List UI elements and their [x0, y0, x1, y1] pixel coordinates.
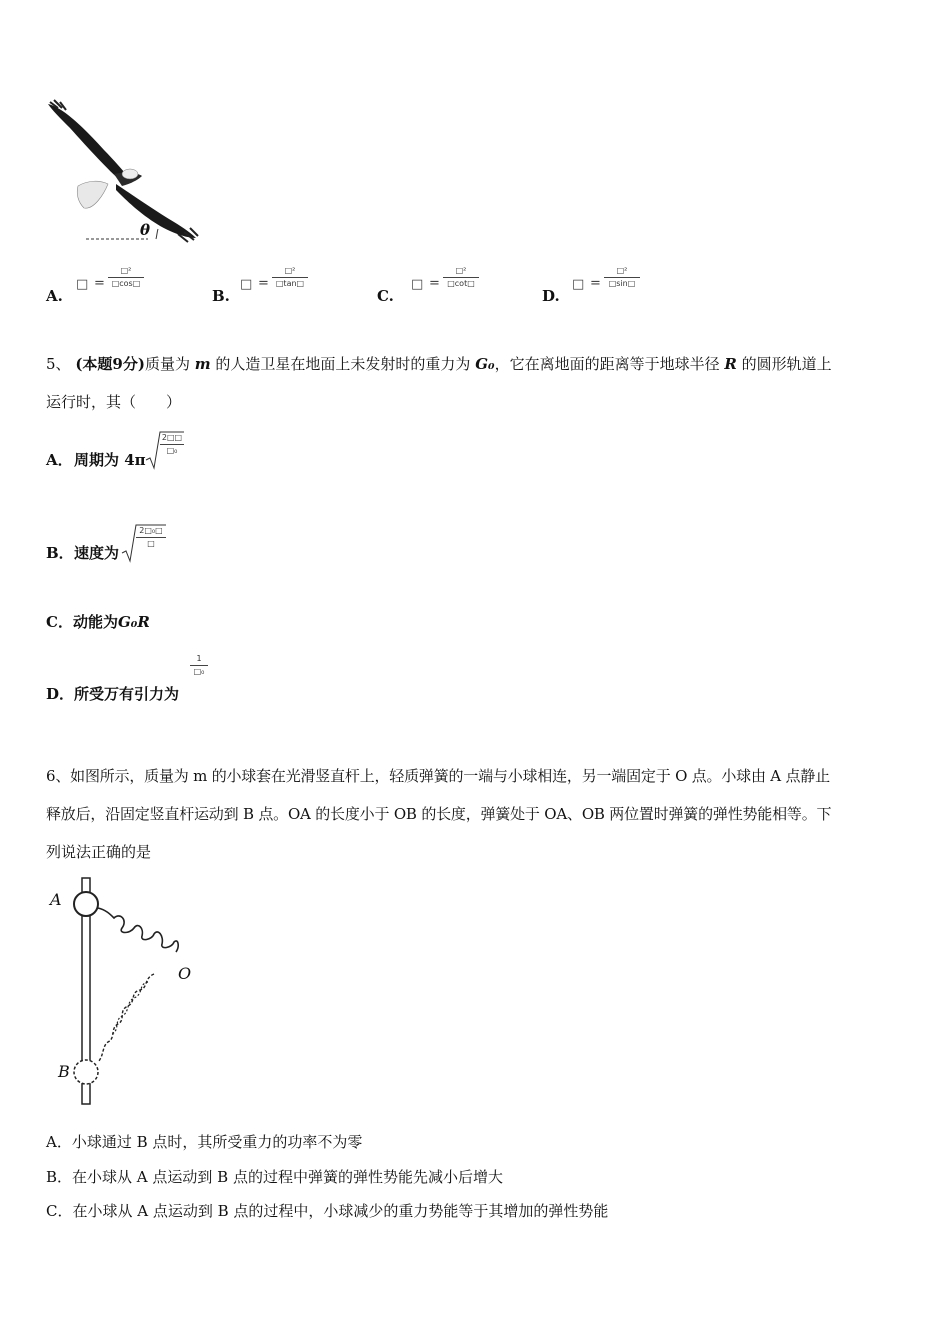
option-label: C. — [377, 287, 394, 305]
option-label: A. — [46, 287, 63, 305]
option-label: D． — [46, 685, 75, 703]
fraction-bar — [108, 277, 144, 278]
option-label: B. — [212, 287, 230, 305]
q5-option-b[interactable] — [46, 521, 206, 565]
fraction-bar — [160, 444, 184, 445]
var-m: m — [194, 355, 211, 373]
fraction-numerator: □² — [284, 266, 296, 275]
formula-equals: = — [590, 276, 601, 291]
eagle-illustration — [44, 98, 200, 246]
radical-fraction — [136, 526, 166, 549]
formula-lhs: □ — [240, 277, 253, 292]
q6-stem-line1: 6、如图所示，质量为 m 的小球套在光滑竖直杆上，轻质弹簧的一端与小球相连，另一端固定于 O 点。小球由 A 点静止 — [46, 767, 830, 785]
fraction-bar — [272, 277, 308, 278]
angle-label: θ — [140, 221, 151, 239]
formula-fraction — [443, 266, 479, 289]
option-text: 动能为 — [72, 613, 118, 631]
var-r: R — [724, 355, 737, 373]
eagle-figure — [44, 98, 200, 246]
formula-fraction — [604, 266, 640, 289]
radical-fraction — [160, 433, 184, 456]
formula-equals: = — [258, 276, 269, 291]
q4-option-c[interactable] — [377, 266, 487, 306]
label-b: B — [58, 1062, 70, 1081]
q4-option-a[interactable] — [46, 266, 156, 306]
q4-option-d[interactable] — [542, 266, 652, 306]
option-label: A． — [46, 451, 73, 469]
option-text: 周期为 4π — [74, 451, 146, 469]
formula-equals: = — [94, 276, 105, 291]
formula-lhs: □ — [572, 277, 585, 292]
fraction-numerator: □² — [455, 266, 467, 275]
stem-text: 的圆形轨道上 — [741, 355, 832, 373]
option-label: B． — [46, 544, 74, 562]
q6-option-a[interactable]: A．小球通过 B 点时，其所受重力的功率不为零 — [46, 1133, 363, 1151]
q6-option-b[interactable]: B．在小球从 A 点运动到 B 点的过程中弹簧的弹性势能先减小后增大 — [46, 1168, 503, 1186]
formula-equals: = — [429, 276, 440, 291]
q6-option-c[interactable]: C．在小球从 A 点运动到 B 点的过程中，小球减少的重力势能等于其增加的弹性势能 — [46, 1202, 609, 1220]
option-text: 所受万有引力为 — [74, 685, 180, 703]
q5-option-c[interactable] — [46, 612, 150, 632]
formula-lhs: □ — [76, 277, 89, 292]
fraction-numerator: □² — [616, 266, 628, 275]
spring-rod-figure — [44, 872, 204, 1108]
option-label: D. — [542, 287, 560, 305]
fraction-numerator: 2□₀□ — [139, 526, 163, 535]
fraction-denominator: □₀ — [166, 446, 178, 455]
q6-stem-line3: 列说法正确的是 — [46, 843, 152, 861]
q5-stem-line1 — [46, 354, 832, 374]
fraction-bar — [190, 665, 208, 666]
label-a: A — [50, 890, 62, 909]
stem-text: 质量为 — [144, 355, 190, 373]
question-number: 5、 — [46, 355, 71, 373]
fraction-denominator: □cot□ — [447, 279, 475, 288]
fraction-bar — [136, 537, 166, 538]
stem-text: 的人造卫星在地面上未发射时的重力为 — [215, 355, 471, 373]
option-math: G₀R — [117, 613, 150, 631]
fraction-denominator: □ — [147, 539, 155, 548]
fraction-numerator: 2□□ — [161, 433, 183, 442]
stem-text: ，它在离地面的距离等于地球半径 — [494, 355, 720, 373]
fraction-denominator: □₀ — [193, 667, 205, 676]
option-label: C． — [46, 613, 73, 631]
formula-fraction — [272, 266, 308, 289]
var-g0: G₀ — [475, 355, 495, 373]
option-fraction — [190, 654, 208, 677]
q4-option-b[interactable] — [212, 266, 322, 306]
formula-lhs: □ — [411, 277, 424, 292]
fraction-denominator: □sin□ — [608, 279, 636, 288]
fraction-numerator: 1 — [196, 654, 202, 663]
label-o: O — [178, 964, 192, 983]
formula-fraction — [108, 266, 144, 289]
q5-option-a[interactable] — [46, 428, 206, 472]
fraction-numerator: □² — [120, 266, 132, 275]
score-note: (本题9分) — [75, 355, 145, 373]
q5-stem-line2: 运行时，其（ ） — [46, 393, 182, 411]
fraction-denominator: □cos□ — [111, 279, 141, 288]
q6-stem-line2: 释放后，沿固定竖直杆运动到 B 点。OA 的长度小于 OB 的长度，弹簧处于 OA、OB 两位置时弹簧的弹性势能相等。下 — [46, 805, 832, 823]
fraction-bar — [604, 277, 640, 278]
q5-option-d[interactable] — [46, 650, 226, 704]
fraction-bar — [443, 277, 479, 278]
option-text: 速度为 — [74, 544, 120, 562]
fraction-denominator: □tan□ — [275, 279, 305, 288]
